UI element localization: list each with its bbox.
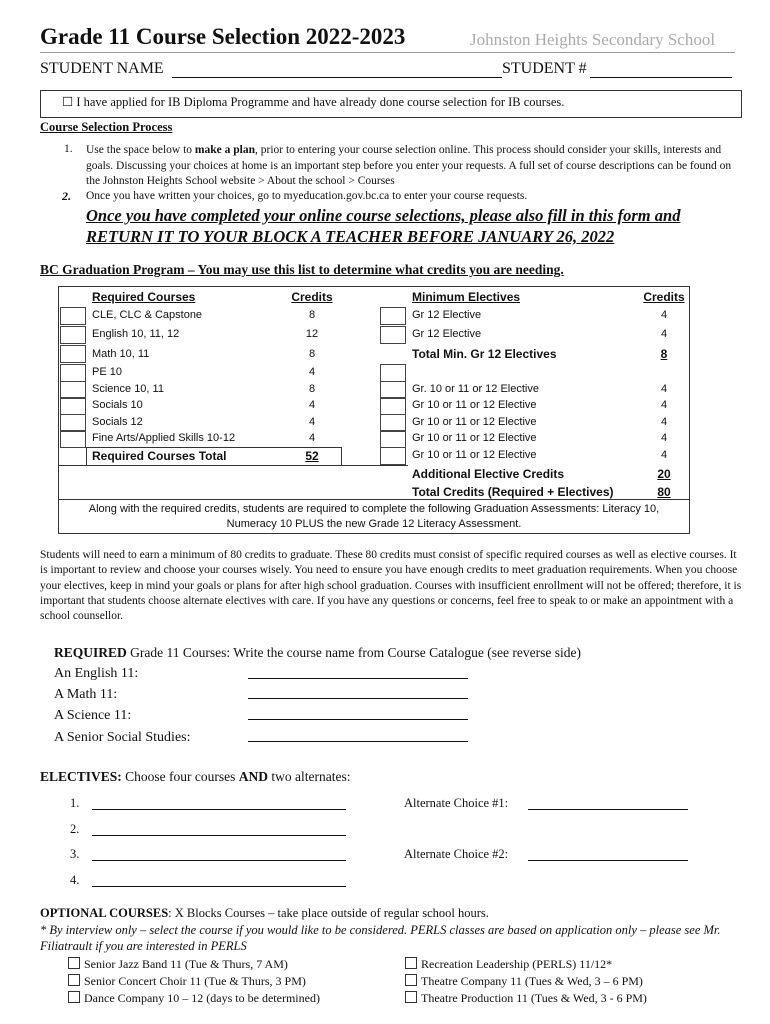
elective-field[interactable] [92,886,346,887]
return-instruction: Once you have completed your online course selections, please also fill in this form and RETURN IT TO YOUR BLOCK A TEACHER BEFORE JANUARY 26, 2022 [86,206,681,246]
alternate-1-field[interactable] [528,809,688,810]
req-total-value: 52 [305,449,319,463]
social-studies-field[interactable] [248,741,468,742]
optional-item-label: Theatre Company 11 (Tues & Wed, 3 – 6 PM) [421,974,643,988]
elective-number: 3. [70,847,80,861]
social-studies-label: A Senior Social Studies: [54,730,191,745]
req-course: Socials 10 [92,399,143,411]
elect-header: Minimum Electives [412,290,521,304]
checkbox-icon[interactable] [405,957,417,969]
elective-number: 1. [70,796,80,810]
req-checkbox[interactable] [60,307,86,325]
lower-left-divider [58,465,408,466]
req-credit: 8 [308,309,316,321]
req-checkbox[interactable] [60,430,86,448]
math-label: A Math 11: [54,687,118,702]
optional-item-label: Senior Concert Choir 11 (Tue & Thurs, 3 PM) [84,974,306,988]
req-checkbox[interactable] [60,326,86,344]
electives-and: AND [238,769,269,784]
optional-item-label: Recreation Leadership (PERLS) 11/12* [421,957,613,971]
elect-credits-header: Credits [643,290,685,304]
alternate-2-label: Alternate Choice #2: [404,847,509,861]
step-1-text-a: Use the space below to [86,144,195,156]
total-label: Total Credits (Required + Electives) [412,485,614,499]
elect-credit: 4 [660,449,668,461]
req-credit: 4 [308,399,316,411]
electives-end: two alternates: [268,769,351,784]
checkbox-icon[interactable] [405,991,417,1003]
alternate-2-field[interactable] [528,860,688,861]
min-gr12-label: Total Min. Gr 12 Electives [412,347,557,361]
science-field[interactable] [248,719,468,720]
optional-item[interactable] [405,957,612,972]
optional-note: * By interview only – select the course if you would like to be considered. PERLS classes are based on application only – please see Mr. Filiatrault if you are interested in PERLS [40,923,721,953]
elect-checkbox[interactable] [380,326,406,344]
elect-course: Gr. 10 or 11 or 12 Elective [412,383,539,395]
req-credit: 8 [308,348,316,360]
req-course: English 10, 11, 12 [92,328,180,340]
school-name: Johnston Heights Secondary School [470,30,716,49]
elect-credit: 4 [660,416,668,428]
req-credit: 4 [308,432,316,444]
assessment-note: Along with the required credits, students are required to complete the following Graduation Assessments: Literacy 10, Numeracy 10 PLUS the new Grade 12 Literacy Assessment. [88,503,660,530]
optional-bold: OPTIONAL COURSES [40,906,169,920]
required-heading [54,645,581,661]
checkbox-icon[interactable] [68,991,80,1003]
checkbox-icon[interactable] [68,957,80,969]
elect-course: Gr 10 or 11 or 12 Elective [412,449,537,461]
req-credits-header: Credits [291,290,333,304]
english-label: An English 11: [54,666,139,681]
req-credit: 8 [308,383,316,395]
optional-item-label: Dance Company 10 – 12 (days to be determined) [84,991,320,1005]
elect-checkbox[interactable] [380,307,406,325]
electives-bold: ELECTIVES: [40,769,122,784]
optional-item[interactable] [68,974,306,989]
optional-item-label: Senior Jazz Band 11 (Tue & Thurs, 7 AM) [84,957,288,971]
elect-credit: 4 [660,432,668,444]
process-heading: Course Selection Process [40,120,173,134]
student-name-field[interactable] [172,77,502,78]
info-paragraph: Students will need to earn a minimum of 80 credits to graduate. These 80 credits must consist of specific required courses as well as elective courses. It is important to review and choose your courses wisely. You need to ensure you have enough credits to meet graduation requirements. When you choose your electives, keep in mind your goals or plans for after high school graduation. Courses with insufficient enrollment will not be offered; therefore, it is important that students choose alternate electives with care. If you have any questions or concerns, feel free to speak to or make an appointment with a school counsellor. [40,549,742,623]
title-rule [40,52,735,53]
req-checkbox[interactable] [60,397,86,415]
step-2-number: 2. [62,189,71,203]
alternate-1-label: Alternate Choice #1: [404,796,509,810]
min-gr12-value: 8 [660,347,668,361]
req-total-label: Required Courses Total [92,449,227,463]
checkbox-icon[interactable] [68,974,80,986]
assessment-divider [58,499,690,500]
elect-course: Gr 12 Elective [412,309,482,321]
elective-field[interactable] [92,809,346,810]
optional-item-label: Theatre Production 11 (Tues & Wed, 3 - 6 PM) [421,991,647,1005]
english-field[interactable] [248,678,468,679]
req-course: Socials 12 [92,416,143,428]
optional-item[interactable] [405,991,647,1006]
req-course: PE 10 [92,366,122,378]
optional-item[interactable] [68,991,320,1006]
req-credit: 4 [308,366,316,378]
grad-heading: BC Graduation Program – You may use this list to determine what credits you are needing. [40,262,564,277]
elect-credit: 4 [660,383,668,395]
student-number-field[interactable] [590,77,732,78]
step-1-text-b: , prior to entering your course selection online. This process should consider your skills, interests and goals. Discussing your choices at home is an important step before you enter your requests. A full set of course descriptions can be found on the Johnston Heights School website > About the school > Courses [86,144,732,187]
ib-note: ☐ I have applied for IB Diploma Programme and have already done course selection for IB courses. [62,95,565,109]
page-title: Grade 11 Course Selection 2022-2023 [40,24,406,49]
req-course: Math 10, 11 [92,348,150,360]
required-bold: REQUIRED [54,645,127,660]
optional-item[interactable] [405,974,643,989]
req-checkbox[interactable] [60,364,86,382]
req-course: CLE, CLC & Capstone [92,309,203,321]
additional-label: Additional Elective Credits [412,467,565,481]
elective-field[interactable] [92,835,346,836]
elect-course: Gr 10 or 11 or 12 Elective [412,416,537,428]
elect-course: Gr 10 or 11 or 12 Elective [412,432,537,444]
electives-mid: Choose four courses [121,769,239,784]
req-course: Science 10, 11 [92,383,164,395]
science-label: A Science 11: [54,708,132,723]
elect-credit: 4 [660,399,668,411]
elect-checkbox[interactable] [380,364,406,382]
total-value: 80 [657,485,671,499]
math-field[interactable] [248,698,468,699]
additional-value: 20 [657,467,671,481]
optional-heading [40,906,489,921]
req-credit: 12 [305,328,319,340]
req-course: Fine Arts/Applied Skills 10-12 [92,432,236,444]
elect-checkbox[interactable] [380,430,406,448]
elect-checkbox[interactable] [380,447,406,465]
elective-number: 2. [70,822,80,836]
optional-item[interactable] [68,957,288,972]
step-1-bold: make a plan [194,144,255,156]
checkbox-icon[interactable] [405,974,417,986]
elect-course: Gr 10 or 11 or 12 Elective [412,399,537,411]
req-checkbox[interactable] [60,345,86,363]
req-header: Required Courses [92,290,196,304]
required-rest: Grade 11 Courses: Write the course name from Course Catalogue (see reverse side) [126,645,581,660]
student-number-label: STUDENT # [502,60,587,77]
elect-course: Gr 12 Elective [412,328,482,340]
step-2-text: Once you have written your choices, go to myeducation.gov.bc.ca to enter your course requests. [86,190,528,202]
req-credit: 4 [308,416,316,428]
student-name-label: STUDENT NAME [40,60,164,77]
electives-heading [40,769,351,785]
elective-field[interactable] [92,860,346,861]
step-1-number: 1. [64,143,73,155]
optional-rest: : X Blocks Courses – take place outside of regular school hours. [168,906,489,920]
elective-number: 4. [70,873,80,887]
elect-credit: 4 [660,309,668,321]
step-1-text [86,143,742,190]
elect-credit: 4 [660,328,668,340]
elect-checkbox[interactable] [380,397,406,415]
